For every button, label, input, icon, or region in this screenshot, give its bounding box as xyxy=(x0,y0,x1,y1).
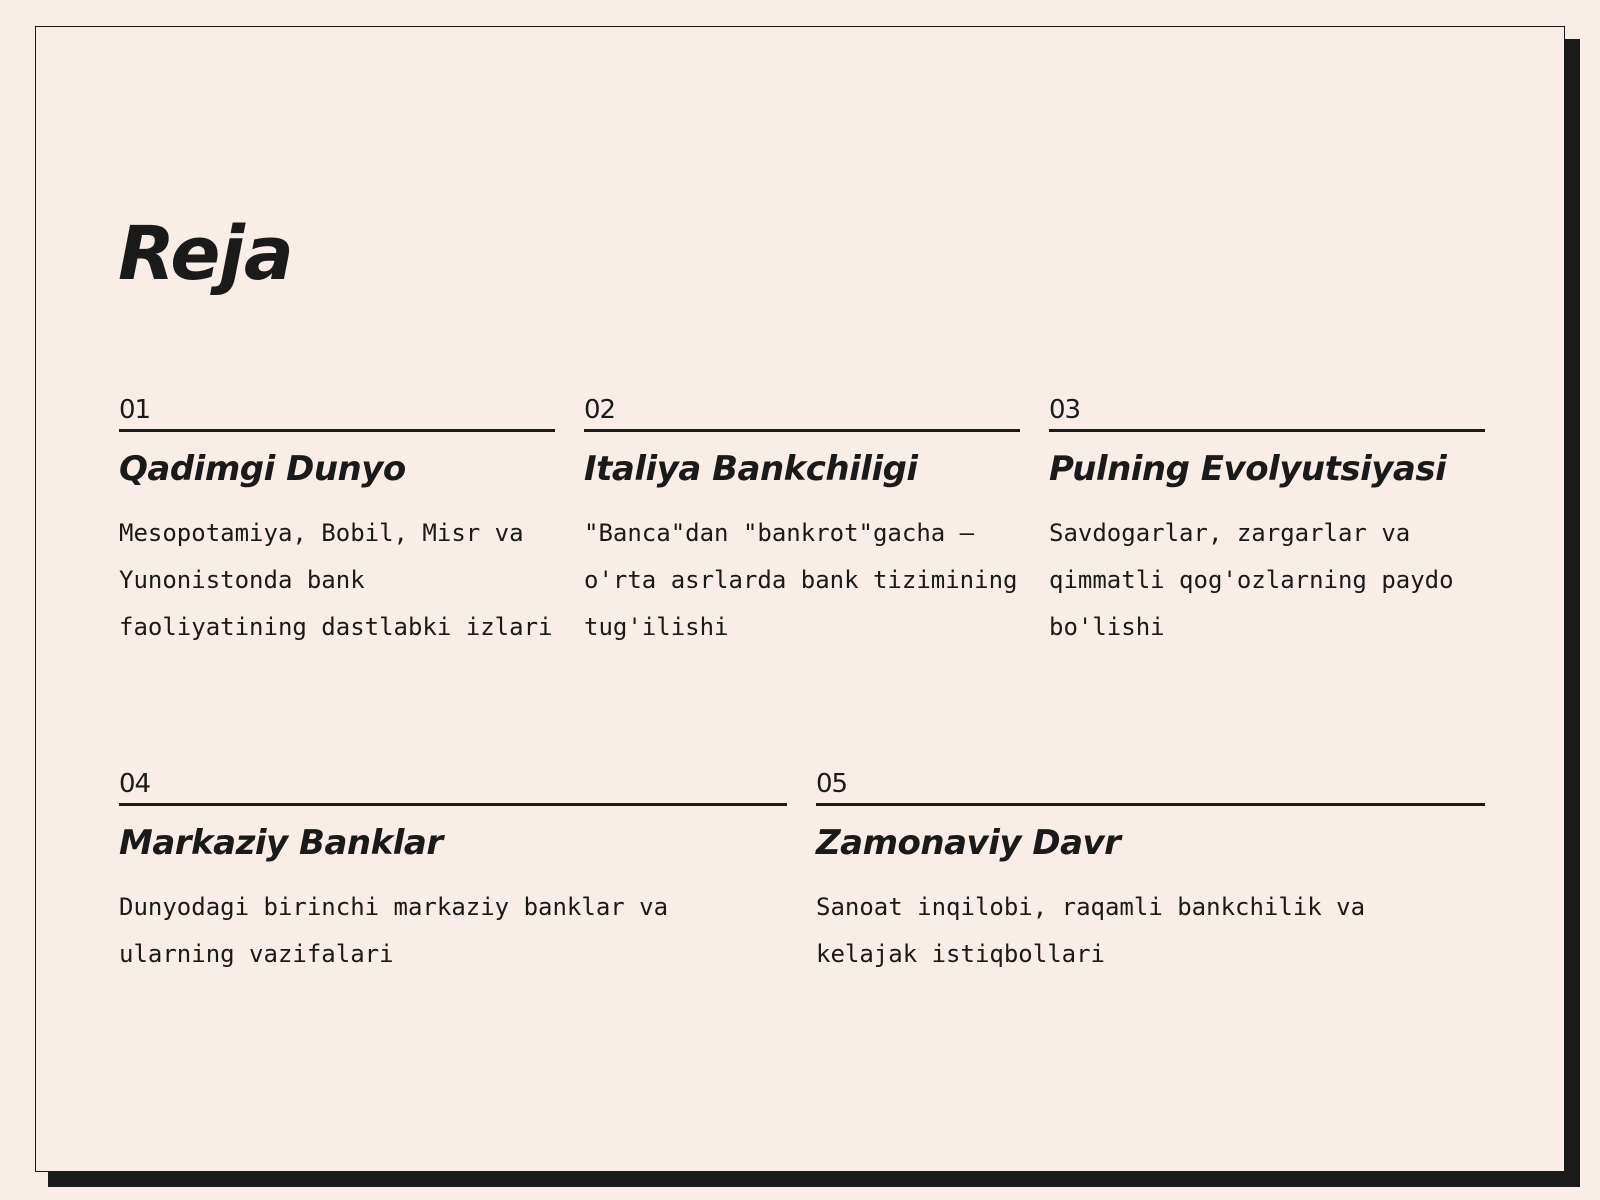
item-description: Dunyodagi birinchi markaziy banklar va ularning vazifalari xyxy=(119,893,669,968)
item-number: 04 xyxy=(119,769,151,799)
item-title: Qadimgi Dunyo xyxy=(119,449,406,489)
item-divider xyxy=(119,429,555,432)
item-divider xyxy=(584,429,1020,432)
agenda-item-04 xyxy=(119,769,787,978)
item-description: Mesopotamiya, Bobil, Misr va Yunonistonda bank faoliyatining dastlabki izlari xyxy=(119,519,553,641)
item-description: Savdogarlar, zargarlar va qimmatli qog'ozlarning paydo bo'lishi xyxy=(1049,519,1454,641)
item-title: Markaziy Banklar xyxy=(119,823,443,863)
agenda-item-05 xyxy=(816,769,1485,978)
agenda-item-03 xyxy=(1049,395,1485,651)
item-description: "Banca"dan "bankrot"gacha — o'rta asrlarda bank tizimining tug'ilishi xyxy=(584,519,1018,641)
agenda-item-02 xyxy=(584,395,1020,651)
item-title: Pulning Evolyutsiyasi xyxy=(1049,449,1447,489)
item-number: 01 xyxy=(119,395,151,425)
item-number: 02 xyxy=(584,395,616,425)
page-title: Reja xyxy=(118,211,293,297)
item-divider xyxy=(816,803,1485,806)
slide-card xyxy=(35,26,1565,1172)
item-title: Italiya Bankchiligi xyxy=(584,449,918,489)
item-description: Sanoat inqilobi, raqamli bankchilik va kelajak istiqbollari xyxy=(816,893,1366,968)
item-title: Zamonaviy Davr xyxy=(816,823,1121,863)
item-divider xyxy=(119,803,787,806)
item-number: 05 xyxy=(816,769,848,799)
item-number: 03 xyxy=(1049,395,1081,425)
agenda-item-01 xyxy=(119,395,555,651)
item-divider xyxy=(1049,429,1485,432)
